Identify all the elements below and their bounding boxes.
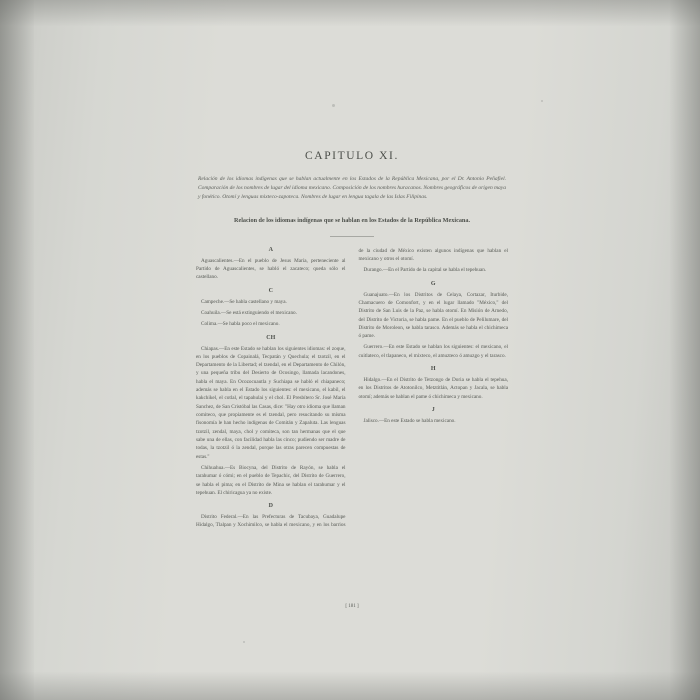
entry-columns	[196, 247, 508, 545]
entry-paragraph: Jalisco.—En este Estado se habla mexicano.	[363, 418, 456, 425]
entry-letter-heading: CH	[266, 334, 276, 341]
entry-paragraph: Coahuila.—Se está extinguiendo el mexicano.	[201, 309, 297, 316]
entry-letter-heading: C	[268, 287, 273, 294]
page-shadow-bottom	[0, 672, 700, 700]
entry-paragraph: Colima.—Se habla poco el mexicano.	[201, 321, 280, 328]
page-content	[196, 150, 508, 545]
entry-paragraph: Distrito Federal.—En las Prefecturas de Tacubaya, Guadalupe Hidalgo, Tlalpan y Xochimilco, se habla el mexicano, y en los barrios de la ciudad de México existen algunos indígenas que hablan el mexicano y otros el otomí.	[196, 247, 508, 529]
entry-letter-heading: G	[430, 280, 436, 287]
entry-paragraph: Chiapas.—En este Estado se hablan los siguientes idiomas: el zoque, en los pueblos de Copainalá, Tecpatán y Quechula; el tzotzil, en el Departamento de la Libertad; el tzendal, en el Departamento de Chilón, y una pequeña tribu del Desierto de Ocosingo, llamada lacandones, habla el maya. En Ocozocuautla y Suchiapa se habló el chiapaneco; además se habla en el Estado los siguientes: el mexicano, el kabil, el kakchikel, el cotlal, el tapahulai y el chol. El Presbítero Sr. José María Sanchez, de San Cristóbal las Casas, dice: "Hay otro idioma que llaman comiteco, que propiamente es el tzendal, pero resucitando su mísma fisonomía le han hecho indígenas de Comitán y Zapaluta. Las lenguas tzotzil, zendal, maya, chol y comiteca, son tan hermanas que el que sabe una de ellas, con facilidad habla las cinco; pudiendo ser madre de todas, la tzotzil ó la zendal, porque las otras parecen compuestas de estas."	[196, 345, 346, 460]
paper-speck	[332, 104, 335, 107]
page-shadow-right	[670, 0, 700, 700]
paper-speck	[541, 100, 543, 102]
page-shadow-left	[0, 0, 34, 700]
page-shadow-top	[0, 0, 700, 26]
entry-paragraph: Campeche.—Se habla castellano y maya.	[201, 298, 287, 305]
entry-letter-heading: J	[431, 407, 435, 414]
entry-paragraph: Aguascalientes.—En el pueblo de Jesus María, perteneciente al Partido de Aguascalientes, se habló el zacateco; queda sólo el castellano.	[196, 257, 346, 281]
paper-speck	[243, 641, 245, 643]
page-folio: [ 181 ]	[345, 604, 359, 609]
entry-paragraph: Chihuahua.—Es Biocyna, del Distrito de Rayón, se habla el tarahumar ó cómi; en el pueblo de Tepachic, del Distrito de Guerrero, se habla el pima; en el Distrito de Mina se hablan el tarahumar y el tepehuan. El chiricagua ya no existe.	[196, 464, 346, 496]
entry-letter-heading: H	[430, 366, 436, 373]
entry-letter-heading: D	[268, 503, 273, 510]
entry-paragraph: Durango.—En el Partido de la capital se habla el tepehuan.	[363, 267, 487, 274]
section-heading: Relacion de los idiomas indígenas que se hablan en los Estados de la República Mexicana.	[233, 216, 471, 224]
entry-letter-heading: A	[268, 246, 273, 253]
chapter-title: CAPITULO XI.	[305, 150, 399, 162]
divider-rule	[330, 236, 374, 237]
entry-paragraph: Guanajuato.—En los Distritos de Celaya, Cortazar, Iturbide, Chamacuero de Comonfort, y en el lugar llamado "México," del Distrito de San Luis de la Paz, se habla otomí. En Misión de Arnedo, del Distrito de Victoria, se habla pame. En el pueblo de Pelilumare, del Distrito de Moroleon, se habla tarasco. Además se habla el chichimeca ó pame.	[358, 291, 508, 340]
entry-paragraph: Guerrero.—En este Estado se hablan los siguientes: el mexicano, el cuitlateco, el tlapaneco, el mixteco, el amuzteco ó amuzgo y el tarasco.	[358, 344, 508, 359]
entry-paragraph: Hidalgo.—En el Distrito de Tetzongo de Doria se habla el tepehua, en los Distritos de Atotonilco, Metztitlán, Actopan y Jacala, se habla otomí; además se hablan el pame ó chichimeca y mexicano.	[358, 377, 508, 400]
chapter-summary: Relación de los idiomas indígenas que se hablan actualmente en los Estados de la República Mexicana, por el Dr. Antonio Peñafiel. Comparación de los nombres de lugar del idioma mexicano. Composición de los nombres huracanos. Nombres geográficos de origen maya y fonético. Otomí y lenguas mixteco-zapoteca. Nombres de lugar en lengua tagala de las Islas Filipinas.	[198, 176, 506, 200]
